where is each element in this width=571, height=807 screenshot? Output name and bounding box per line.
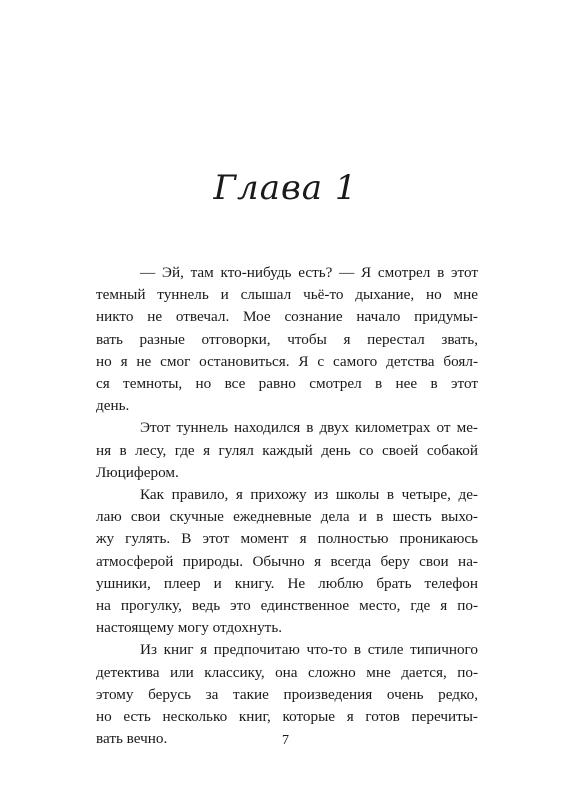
text-line: никто не отвечал. Мое сознание начало придумы- xyxy=(96,308,478,326)
text-line: ся темноты, но все равно смотрел в нее в этот xyxy=(96,375,478,393)
text-line: лаю свои скучные ежедневные дела и в шесть выхо- xyxy=(96,508,478,526)
text-line: вать вечно. xyxy=(96,730,168,748)
text-line: темный туннель и слышал чьё-то дыхание, но мне xyxy=(96,286,478,304)
text-line: детектива или классику, она сложно мне дается, по- xyxy=(96,663,478,681)
text-line: Как правило, я прихожу из школы в четыре, де- xyxy=(140,486,478,504)
text-line: день. xyxy=(96,397,130,415)
chapter-title: Глава 1 xyxy=(213,168,358,208)
text-line: на прогулку, ведь это единственное место, где я по- xyxy=(96,597,478,615)
text-line: Люцифером. xyxy=(96,463,179,481)
page-number: 7 xyxy=(282,733,289,748)
text-line: Из книг я предпочитаю что-то в стиле типичного xyxy=(140,641,478,659)
text-line: — Эй, там кто-нибудь есть? — Я смотрел в этот xyxy=(140,264,478,281)
text-line: но я не смог остановиться. Я с самого детства боял- xyxy=(96,352,478,370)
paragraph xyxy=(96,484,478,639)
paragraph xyxy=(96,262,478,417)
text-line: ня в лесу, где я гулял каждый день со своей собакой xyxy=(96,441,478,459)
chapter-body xyxy=(96,262,478,750)
text-line: ушники, плеер и книгу. Не люблю брать телефон xyxy=(96,574,478,592)
text-line: этому берусь за такие произведения очень редко, xyxy=(96,685,478,703)
paragraph xyxy=(96,417,478,484)
text-line: вать разные отговорки, чтобы я перестал звать, xyxy=(96,330,478,348)
text-line: Этот туннель находился в двух километрах от ме- xyxy=(140,419,478,437)
text-line: но есть несколько книг, которые я готов перечиты- xyxy=(96,708,478,726)
text-line: атмосферой природы. Обычно я всегда беру свои на- xyxy=(96,552,478,570)
text-line: настоящему могу отдохнуть. xyxy=(96,619,283,637)
text-line: жу гулять. В этот момент я полностью проникаюсь xyxy=(96,530,478,548)
